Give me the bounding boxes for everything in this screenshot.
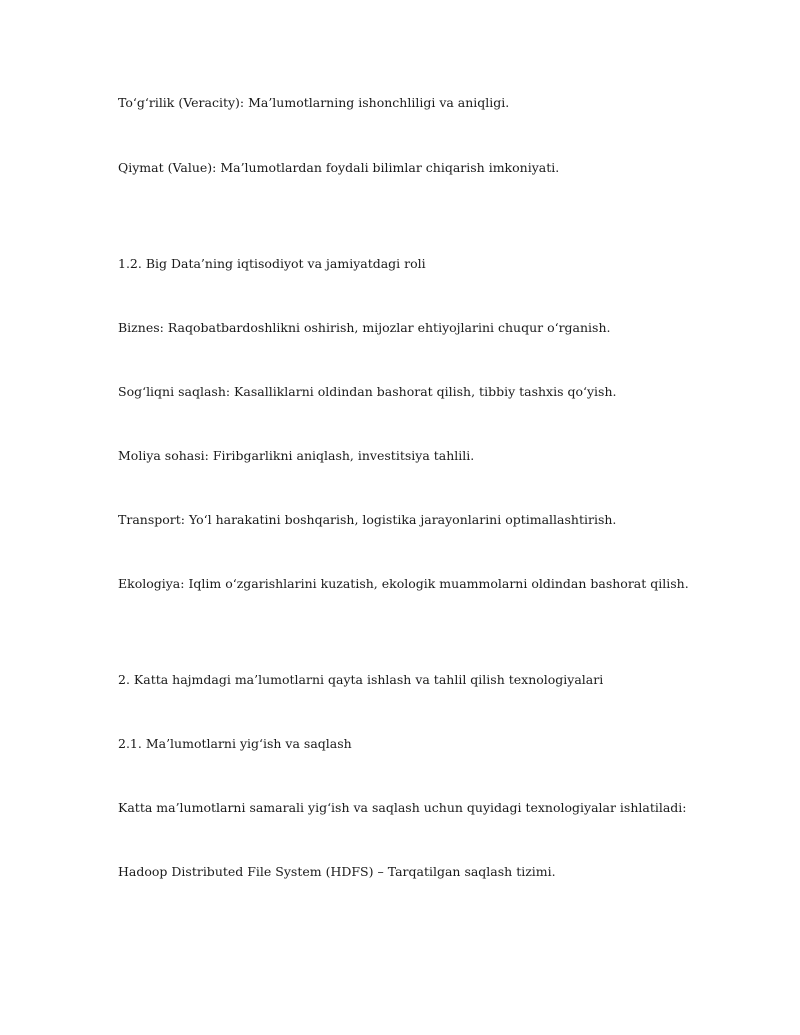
paragraph-transport: Transport: Yo‘l harakatini boshqarish, logistika jarayonlarini optimallashtirish. — [118, 512, 617, 527]
paragraph-hdfs: Hadoop Distributed File System (HDFS) – Tarqatilgan saqlash tizimi. — [118, 864, 556, 879]
paragraph-technologies: Katta ma’lumotlarni samarali yig‘ish va saqlash uchun quyidagi texnologiyalar ishlatiladi: — [118, 800, 687, 815]
paragraph-ecology: Ekologiya: Iqlim o‘zgarishlarini kuzatish, ekologik muammolarni oldindan bashorat qilish. — [118, 576, 689, 591]
section-heading-2: 2. Katta hajmdagi ma’lumotlarni qayta ishlash va tahlil qilish texnologiyalari — [118, 672, 604, 687]
section-heading-1-2: 1.2. Big Data’ning iqtisodiyot va jamiyatdagi roli — [118, 256, 426, 271]
paragraph-value: Qiymat (Value): Ma’lumotlardan foydali bilimlar chiqarish imkoniyati. — [118, 160, 560, 175]
paragraph-finance: Moliya sohasi: Firibgarlikni aniqlash, investitsiya tahlili. — [118, 448, 475, 463]
paragraph-business: Biznes: Raqobatbardoshlikni oshirish, mijozlar ehtiyojlarini chuqur o‘rganish. — [118, 320, 611, 335]
section-heading-2-1: 2.1. Ma’lumotlarni yig‘ish va saqlash — [118, 736, 352, 751]
paragraph-veracity: To‘g‘rilik (Veracity): Ma’lumotlarning ishonchliligi va aniqligi. — [118, 95, 510, 110]
paragraph-healthcare: Sog‘liqni saqlash: Kasalliklarni oldindan bashorat qilish, tibbiy tashxis qo‘yish. — [118, 384, 617, 399]
